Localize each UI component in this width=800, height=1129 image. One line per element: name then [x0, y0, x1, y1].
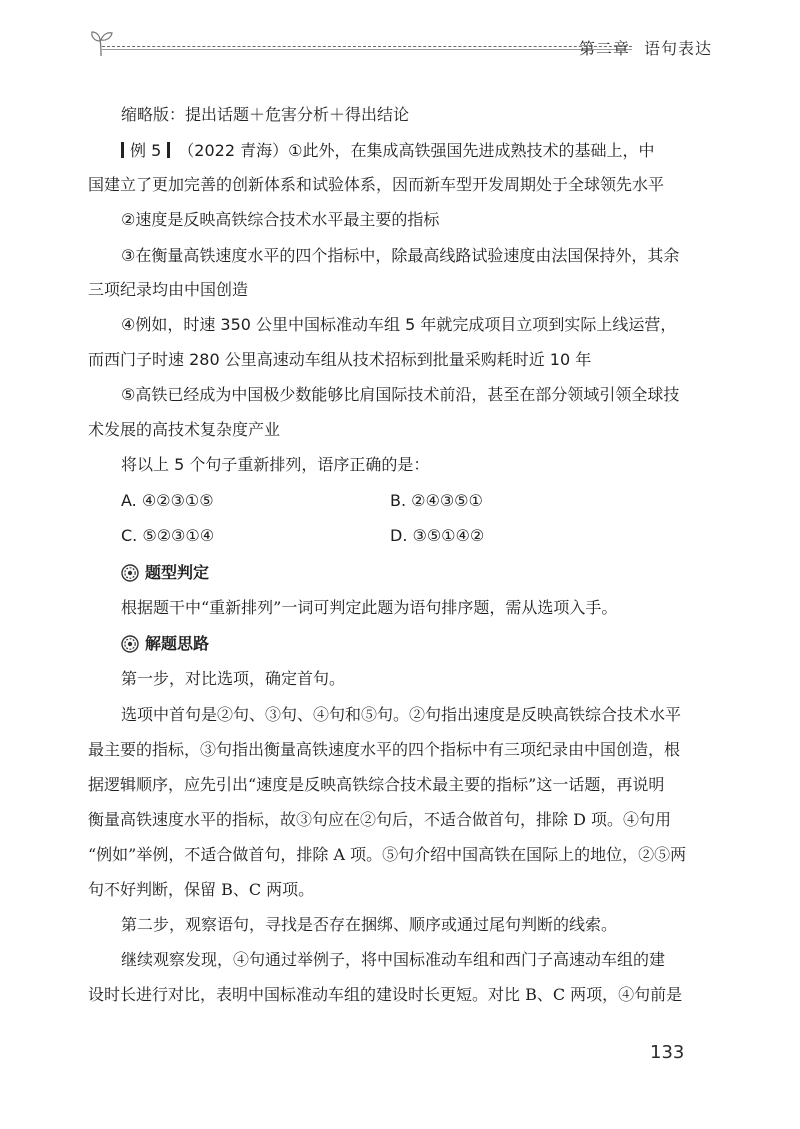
analysis-line-1: 选项中首句是②句、③句、④句和⑤句。②句指出速度是反映高铁综合技术水平 [121, 705, 682, 724]
rosette-icon [121, 564, 139, 582]
sentence-3-line1: ③在衡量高铁速度水平的四个指标中，除最高线路试验速度由法国保持外，其余 [121, 246, 680, 265]
analysis-line-2: 最主要的指标，③句指出衡量高铁速度水平的四个指标中有三项纪录由中国创造，根 [88, 740, 681, 759]
header-rule-secondary [102, 49, 632, 50]
example-source: （2022 青海） [178, 141, 289, 160]
question-stem: 将以上 5 个句子重新排列，语序正确的是： [121, 455, 430, 474]
example-first-line [121, 139, 654, 163]
sentence-2: ②速度是反映高铁综合技术水平最主要的指标 [121, 210, 440, 229]
sentence-4-line1: ④例如，时速 350 公里中国标准动车组 5 年就完成项目立项到实际上线运营， [121, 315, 677, 334]
sentence-1-cont: 国建立了更加完善的创新体系和试验体系，因而新车型开发周期处于全球领先水平 [88, 175, 665, 194]
sentence-5-line1: ⑤高铁已经成为中国极少数能够比肩国际技术前沿，甚至在部分领域引领全球技 [121, 385, 680, 404]
option-d: D. ③⑤①④② [390, 526, 485, 545]
page-header [88, 28, 712, 64]
rosette-icon [121, 635, 139, 653]
chapter-label: 第二章 [578, 39, 630, 58]
approach-section-heading [121, 632, 209, 656]
step-1: 第一步，对比选项，确定首句。 [121, 669, 346, 688]
step-2: 第二步，观察语句，寻找是否存在捆绑、顺序或通过尾句判断的线索。 [121, 915, 618, 934]
sentence-1-start: ①此外，在集成高铁强国先进成熟技术的基础上，中 [288, 141, 655, 160]
running-head [579, 36, 712, 59]
analysis-line-5: “例如”举例，不适合做首句，排除 A 项。⑤句介绍中国高铁在国际上的地位，②⑤两 [88, 845, 687, 864]
analysis-line-3: 据逻辑顺序，应先引出“速度是反映高铁综合技术最主要的指标”这一话题，再说明 [88, 775, 665, 794]
sentence-3-line2: 三项纪录均由中国创造 [88, 280, 249, 299]
analysis2-line-1: 继续观察发现，④句通过举例子，将中国标准动车组和西门子高速动车组的建 [121, 950, 666, 969]
sentence-4-line2: 而西门子时速 280 公里高速动车组从技术招标到批量采购耗时近 10 年 [88, 350, 592, 369]
example-label: 例 5 [130, 141, 162, 160]
page-number: 133 [650, 1042, 685, 1063]
type-section-heading [121, 561, 209, 585]
header-rule [102, 46, 632, 47]
example-bracket-left [121, 142, 124, 158]
option-b: B. ②④③⑤① [390, 491, 483, 510]
analysis-line-6: 句不好判断，保留 B、C 两项。 [88, 880, 315, 899]
option-c: C. ⑤②③①④ [121, 526, 215, 545]
sentence-5-line2: 术发展的高技术复杂度产业 [88, 420, 281, 439]
summary-line: 缩略版：提出话题＋危害分析＋得出结论 [121, 105, 410, 124]
section-label: 语句表达 [643, 39, 712, 58]
sprout-icon [88, 28, 114, 58]
analysis2-line-2: 设时长进行对比，表明中国标准动车组的建设时长更短。对比 B、C 两项，④句前是 [88, 985, 683, 1004]
type-section-title: 题型判定 [145, 563, 210, 582]
option-a: A. ④②③①⑤ [121, 491, 214, 510]
approach-section-title: 解题思路 [145, 634, 210, 653]
example-bracket-right [167, 142, 170, 158]
type-section-text: 根据题干中“重新排列”一词可判定此题为语句排序题，需从选项入手。 [121, 598, 618, 617]
analysis-line-4: 衡量高铁速度水平的指标，故③句应在②句后，不适合做首句，排除 D 项。④句用 [88, 810, 672, 829]
